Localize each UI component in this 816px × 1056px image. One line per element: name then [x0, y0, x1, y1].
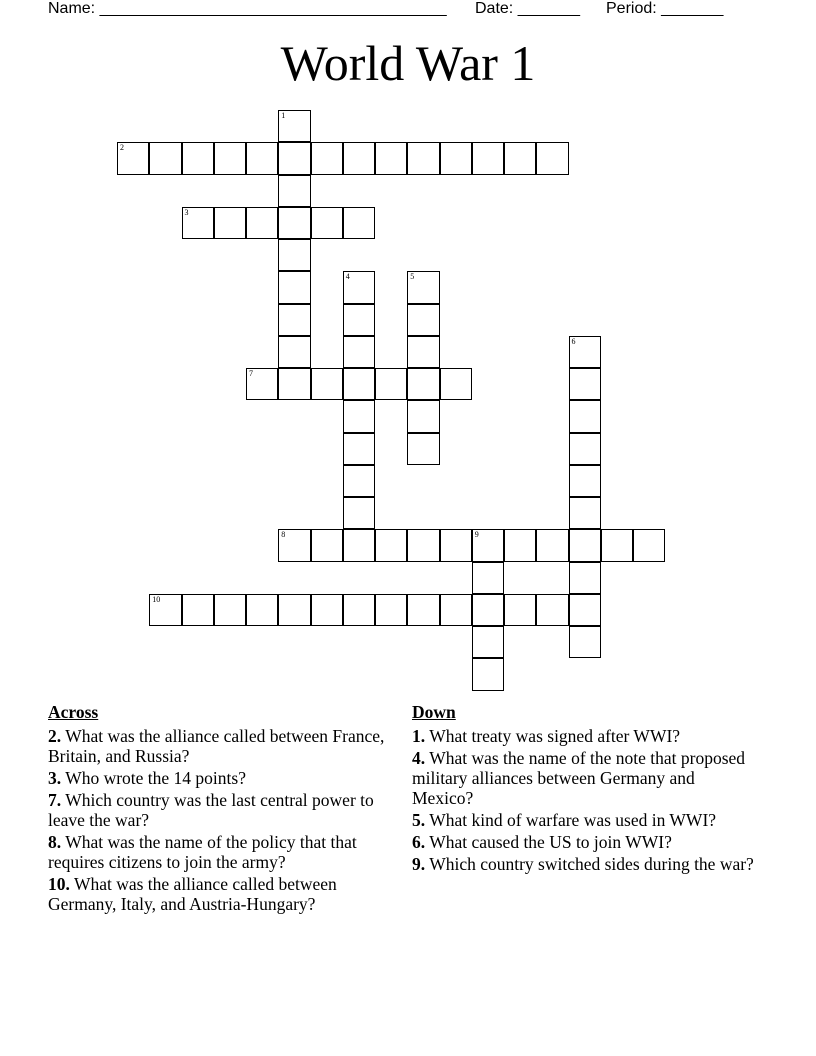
across-heading: Across: [48, 702, 99, 722]
grid-cell[interactable]: [440, 368, 472, 400]
clue-across-2: 2. What was the alliance called between France, Britain, and Russia?: [48, 726, 385, 766]
grid-cell[interactable]: [214, 594, 246, 626]
grid-cell[interactable]: [343, 336, 375, 368]
grid-cell[interactable]: [569, 626, 601, 658]
grid-cell[interactable]: [149, 594, 181, 626]
grid-cell[interactable]: [278, 239, 310, 271]
clue-number: 4: [345, 272, 350, 282]
grid-cell[interactable]: [343, 271, 375, 303]
grid-cell[interactable]: [278, 529, 310, 561]
down-clues: [412, 702, 757, 876]
grid-cell[interactable]: [375, 142, 407, 174]
grid-cell[interactable]: [311, 368, 343, 400]
grid-cell[interactable]: [149, 142, 181, 174]
grid-cell[interactable]: [569, 497, 601, 529]
grid-cell[interactable]: [569, 433, 601, 465]
grid-cell[interactable]: [278, 336, 310, 368]
grid-cell[interactable]: [536, 142, 568, 174]
grid-cell[interactable]: [569, 336, 601, 368]
grid-cell[interactable]: [214, 142, 246, 174]
grid-cell[interactable]: [440, 529, 472, 561]
grid-cell[interactable]: [569, 529, 601, 561]
page-title: World War 1: [280, 35, 536, 91]
grid-cell[interactable]: [246, 594, 278, 626]
grid-cell[interactable]: [278, 142, 310, 174]
grid-cell[interactable]: [278, 207, 310, 239]
clue-across-3: 3. Who wrote the 14 points?: [48, 768, 246, 788]
grid-cell[interactable]: [117, 142, 149, 174]
grid-cell[interactable]: [343, 368, 375, 400]
grid-cell[interactable]: [311, 594, 343, 626]
clue-number: 10: [152, 594, 161, 604]
grid-cell[interactable]: [569, 562, 601, 594]
grid-cell[interactable]: [569, 400, 601, 432]
grid-cell[interactable]: [246, 142, 278, 174]
grid-cell[interactable]: [440, 142, 472, 174]
clue-down-4: 4. What was the name of the note that proposed military alliances between Germany and Mexico?: [412, 748, 746, 808]
grid-cell[interactable]: [504, 594, 536, 626]
grid-cell[interactable]: [601, 529, 633, 561]
grid-cell[interactable]: [472, 626, 504, 658]
grid-cell[interactable]: [472, 658, 504, 690]
clue-number: 1: [281, 111, 286, 120]
grid-cell[interactable]: [440, 594, 472, 626]
grid-cell[interactable]: [343, 529, 375, 561]
grid-cell[interactable]: [407, 368, 439, 400]
grid-cell[interactable]: [343, 142, 375, 174]
grid-cell[interactable]: [311, 207, 343, 239]
grid-cell[interactable]: [504, 142, 536, 174]
clue-down-5: 5. What kind of warfare was used in WWI?: [412, 810, 717, 830]
clue-number: 8: [281, 530, 286, 540]
grid-cell[interactable]: [343, 304, 375, 336]
clue-across-7: 7. Which country was the last central power to leave the war?: [48, 790, 374, 830]
grid-cell[interactable]: [246, 207, 278, 239]
clue-number: 5: [410, 272, 415, 282]
down-heading: Down: [412, 702, 456, 722]
clue-across-8: 8. What was the name of the policy that that requires citizens to join the army?: [48, 832, 357, 872]
period-field[interactable]: Period: _______: [606, 0, 724, 17]
grid-cell[interactable]: [278, 110, 310, 142]
grid-cell[interactable]: [375, 529, 407, 561]
grid-cell[interactable]: [407, 142, 439, 174]
grid-cell[interactable]: [278, 304, 310, 336]
clue-down-9: 9. Which country switched sides during the war?: [412, 854, 754, 874]
grid-cell[interactable]: [536, 594, 568, 626]
grid-cell[interactable]: [569, 368, 601, 400]
grid-cell[interactable]: [311, 529, 343, 561]
grid-cell[interactable]: [407, 271, 439, 303]
grid-cell[interactable]: [343, 594, 375, 626]
clue-number: 9: [474, 530, 479, 540]
grid-cell[interactable]: [375, 594, 407, 626]
grid-cell[interactable]: [472, 562, 504, 594]
grid-cell[interactable]: [407, 594, 439, 626]
clue-number: 6: [571, 336, 576, 346]
grid-cell[interactable]: [343, 433, 375, 465]
grid-cell[interactable]: [182, 142, 214, 174]
grid-cell[interactable]: [343, 465, 375, 497]
grid-cell[interactable]: [407, 529, 439, 561]
grid-cell[interactable]: [343, 497, 375, 529]
grid-cell[interactable]: [472, 529, 504, 561]
clue-down-6: 6. What caused the US to join WWI?: [412, 832, 672, 852]
grid-cell[interactable]: [407, 400, 439, 432]
name-field[interactable]: Name: _______________________________________: [48, 0, 447, 17]
across-clues: [48, 702, 388, 916]
grid-cell[interactable]: [504, 529, 536, 561]
grid-cell[interactable]: [182, 207, 214, 239]
grid-cell[interactable]: [407, 304, 439, 336]
grid-cell[interactable]: [214, 207, 246, 239]
clue-across-10: 10. What was the alliance called between Germany, Italy, and Austria-Hungary?: [48, 874, 337, 914]
grid-cell[interactable]: [407, 433, 439, 465]
clue-down-1: 1. What treaty was signed after WWI?: [412, 726, 681, 746]
grid-cell[interactable]: [472, 142, 504, 174]
grid-cell[interactable]: [278, 271, 310, 303]
grid-cell[interactable]: [278, 175, 310, 207]
grid-cell[interactable]: [569, 465, 601, 497]
grid-cell[interactable]: [407, 336, 439, 368]
grid-cell[interactable]: [278, 594, 310, 626]
clue-number: 2: [120, 143, 124, 153]
grid-cell[interactable]: [343, 207, 375, 239]
grid-cell[interactable]: [472, 594, 504, 626]
grid-cell[interactable]: [375, 368, 407, 400]
date-field[interactable]: Date: _______: [475, 0, 580, 17]
grid-cell[interactable]: [246, 368, 278, 400]
grid-cell[interactable]: [536, 529, 568, 561]
clue-number: 7: [249, 369, 253, 378]
grid-cell[interactable]: [569, 594, 601, 626]
grid-cell[interactable]: [278, 368, 310, 400]
grid-cell[interactable]: [633, 529, 665, 561]
clue-number: 3: [184, 207, 189, 217]
grid-cell[interactable]: [343, 400, 375, 432]
grid-cell[interactable]: [182, 594, 214, 626]
grid-cell[interactable]: [311, 142, 343, 174]
